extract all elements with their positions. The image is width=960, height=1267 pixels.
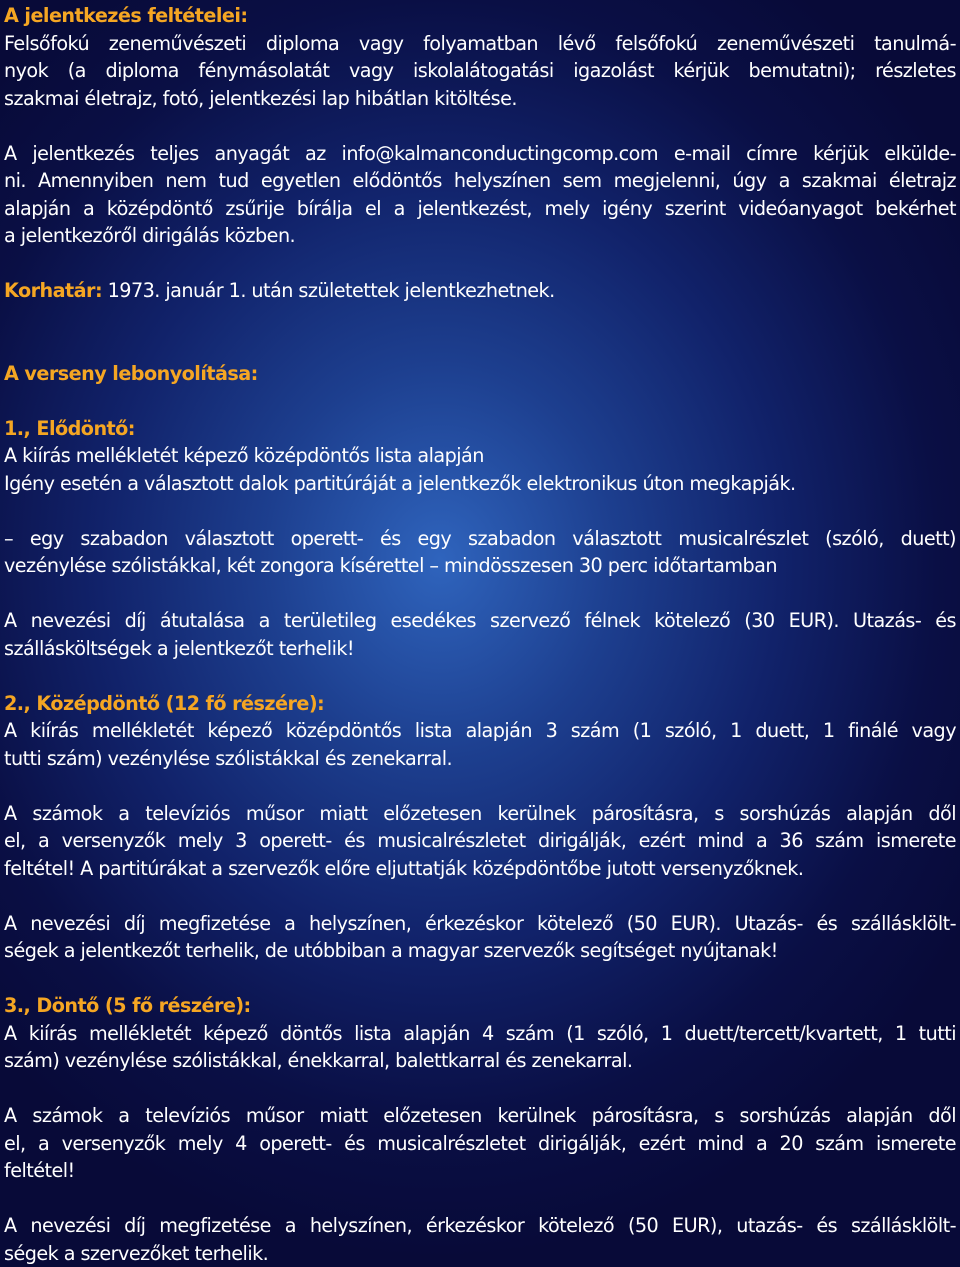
text-line: A kiírás mellékletét képező középdöntős lista alapján 3 szám (1 szóló, 1 duett, 1 finálé vagy <box>4 719 956 742</box>
text-line: szám) vezénylése szólistákkal, énekkarral, balettkarral és zenekarral. <box>4 1049 633 1072</box>
text-line: vezénylése szólistákkal, két zongora kísérettel – mindösszesen 30 perc időtartamban <box>4 554 777 577</box>
text-line: Felsőfokú zeneművészeti diploma vagy folyamatban lévő felsőfokú zeneművészeti tanulmá- <box>4 31 956 55</box>
round2-title: Középdöntő (12 fő részére): <box>30 691 325 715</box>
text-line: Igény esetén a választott dalok partitúráját a jelentkezők elektronikus úton megkapják. <box>4 471 796 495</box>
age-limit-text: 1973. január 1. után születettek jelentkezhetnek. <box>102 279 555 302</box>
text-line: nyok (a diploma fénymásolatát vagy iskolalátogatási igazolást kérjük bemutatni); részletes <box>4 59 956 82</box>
text-line: A nevezési díj megfizetése a helyszínen, érkezéskor kötelező (50 EUR), utazás- és szállásklölt- <box>4 1214 956 1237</box>
text-line: alapján a középdöntő zsűrije bírálja el a jelentkezést, mely igény szerint videóanyagot bekérhet <box>4 196 956 220</box>
text-line: ségek a szervezőket terhelik. <box>4 1241 269 1265</box>
text-line: el, a versenyzők mely 4 operett- és musicalrészletet dirigálják, ezért mind a 20 szám ismerete <box>4 1131 956 1155</box>
text-line: feltétel! A partitúrákat a szervezők előre eljuttatják középdöntőbe jutott versenyzőknek. <box>4 856 804 880</box>
round3-number: 3., <box>4 994 31 1017</box>
text-line: szállásköltségek a jelentkezőt terhelik! <box>4 636 355 660</box>
age-limit-label: Korhatár: <box>4 279 103 302</box>
round3-title: Döntő (5 fő részére): <box>30 994 251 1017</box>
text-line: A számok a televíziós műsor miatt előzetesen kerülnek párosításra, s sorshúzás alapján dől <box>4 801 956 825</box>
text-line: a jelentkezőről dirigálás közben. <box>4 224 296 247</box>
text-line: A kiírás mellékletét képező döntős lista alapján 4 szám (1 szóló, 1 duett/tercett/kvartett, 1 tutti <box>4 1021 956 1045</box>
text-line: ségek a jelentkezőt terhelik, de utóbbiban a magyar szervezők segítséget nyújtanak! <box>4 939 778 962</box>
text-line: A számok a televíziós műsor miatt előzetesen kerülnek párosításra, s sorshúzás alapján dől <box>4 1104 956 1127</box>
text-line: A nevezési díj átutalása a területileg esedékes szervező félnek kötelező (30 EUR). Utazás- és <box>4 609 956 632</box>
round1-heading <box>4 415 956 443</box>
procedure-heading: A verseny lebonyolítása: <box>4 361 258 385</box>
round1-title: Elődöntő: <box>30 416 135 440</box>
text-line: A kiírás mellékletét képező középdöntős lista alapján <box>4 444 484 467</box>
text-line: tutti szám) vezénylése szólistákkal és zenekarral. <box>4 746 453 770</box>
round1-number: 1., <box>4 416 31 440</box>
age-limit-line <box>4 277 956 305</box>
conditions-heading: A jelentkezés feltételei: <box>4 4 248 27</box>
text-line: A nevezési díj megfizetése a helyszínen, érkezéskor kötelező (50 EUR). Utazás- és szállásklölt- <box>4 911 956 935</box>
round2-number: 2., <box>4 691 31 715</box>
text-line: szakmai életrajz, fotó, jelentkezési lap hibátlan kitöltése. <box>4 86 517 110</box>
text-line: feltétel! <box>4 1159 75 1182</box>
text-line: el, a versenyzők mely 3 operett- és musicalrészletet dirigálják, ezért mind a 36 szám ismerete <box>4 829 956 852</box>
round2-heading <box>4 690 956 718</box>
round3-heading <box>4 992 956 1020</box>
text-line: ni. Amennyiben nem tud egyetlen elődöntős helyszínen sem megjelenni, úgy a szakmai életrajz <box>4 169 956 192</box>
text-line: – egy szabadon választott operett- és egy szabadon választott musicalrészlet (szóló, duett) <box>4 526 956 550</box>
text-line-email: A jelentkezés teljes anyagát az info@kalmanconductingcomp.com e-mail címre kérjük elkülde- <box>4 141 956 165</box>
